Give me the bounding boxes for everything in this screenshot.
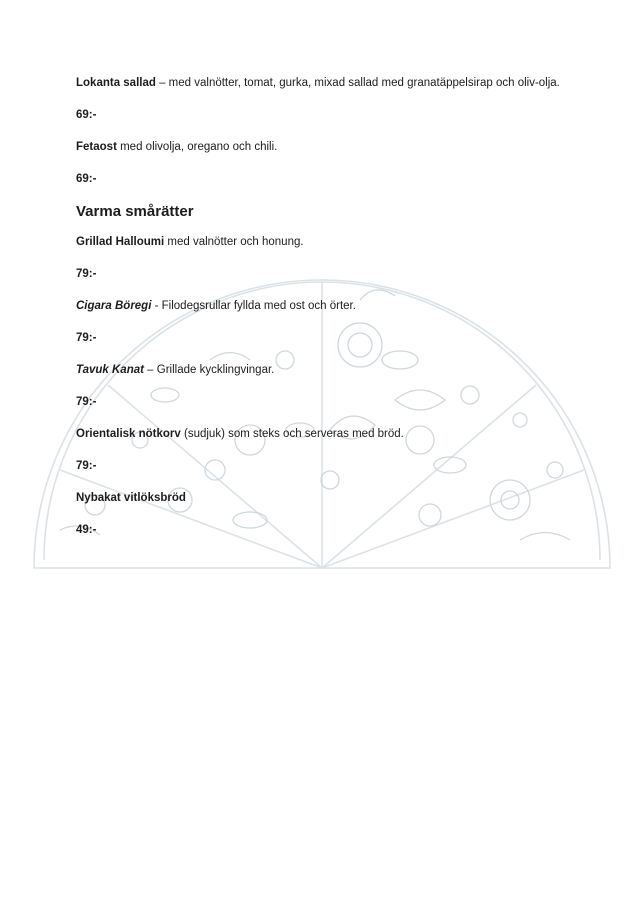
- menu-item-orientalisk-notkorv: [76, 425, 566, 444]
- item-price: 69:-: [76, 173, 97, 185]
- menu-item-cigara-boregi: [76, 297, 566, 316]
- item-price: 79:-: [76, 332, 97, 344]
- item-description: – med valnötter, tomat, gurka, mixad sallad med granatäppelsirap och oliv-olja.: [155, 77, 560, 89]
- item-price: 69:-: [76, 109, 97, 121]
- item-price: 79:-: [76, 396, 97, 408]
- menu-item-lokanta-sallad: [76, 74, 566, 93]
- item-name: Fetaost: [76, 141, 117, 153]
- section-heading: Varma smårätter: [76, 203, 194, 220]
- menu-item-grillad-halloumi: [76, 233, 566, 252]
- item-name: Orientalisk nötkorv: [76, 428, 181, 440]
- item-description: - Filodegsrullar fyllda med ost och örter.: [151, 300, 356, 312]
- menu-item-nybakat-vitloksbrod: [76, 489, 566, 508]
- intro-items: [76, 74, 566, 189]
- item-description: med olivolja, oregano och chili.: [116, 141, 278, 153]
- item-name: Tavuk Kanat: [76, 364, 144, 376]
- item-name: Lokanta sallad: [76, 77, 156, 89]
- item-price: 79:-: [76, 268, 97, 280]
- item-description: (sudjuk) som steks och serveras med bröd.: [180, 428, 404, 440]
- warm-items: [76, 233, 566, 540]
- menu-content: [76, 74, 566, 553]
- item-name: Nybakat vitlöksbröd: [76, 492, 186, 504]
- item-name: Cigara Böregi: [76, 300, 152, 312]
- item-name: Grillad Halloumi: [76, 236, 165, 248]
- item-price: 79:-: [76, 460, 97, 472]
- item-description: – Grillade kycklingvingar.: [143, 364, 275, 376]
- menu-item-tavuk-kanat: [76, 361, 566, 380]
- item-price: 49:-: [76, 524, 97, 536]
- item-description: med valnötter och honung.: [164, 236, 304, 248]
- menu-item-fetaost: [76, 138, 566, 157]
